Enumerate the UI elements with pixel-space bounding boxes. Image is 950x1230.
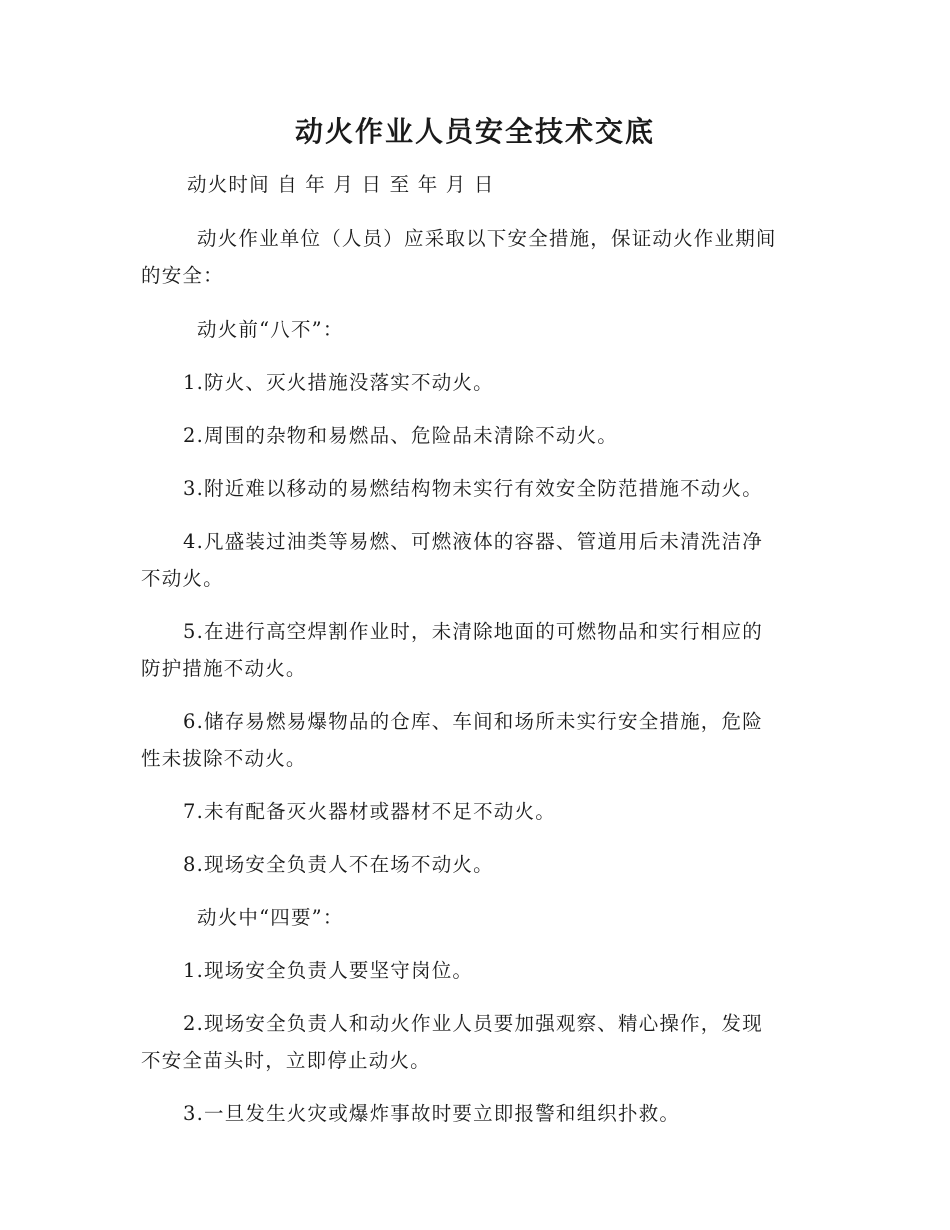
list-item-line-1: 3.附近难以移动的易燃结构物未实行有效安全防范措施不动火。 xyxy=(183,477,763,500)
intro-line-2: 的安全： xyxy=(141,264,224,287)
list-item xyxy=(141,846,809,883)
fire-time-line: 动火时间 自 年 月 日 至 年 月 日 xyxy=(187,173,495,196)
list-item-line-1: 2.现场安全负责人和动火作业人员要加强观察、精心操作，发现 xyxy=(183,1012,763,1035)
list-item-line-2: 不动火。 xyxy=(141,567,224,590)
before-heading: 动火前“八不”： xyxy=(197,318,344,341)
list-item xyxy=(141,703,809,777)
intro-paragraph xyxy=(141,220,809,294)
list-item-line-1: 7.未有配备灭火器材或器材不足不动火。 xyxy=(183,800,556,823)
list-item xyxy=(141,1095,809,1132)
list-item xyxy=(141,364,809,401)
list-item xyxy=(141,1005,809,1079)
list-item-line-1: 8.现场安全负责人不在场不动火。 xyxy=(183,853,494,876)
list-item-line-1: 6.储存易燃易爆物品的仓库、车间和场所未实行安全措施，危险 xyxy=(183,710,763,733)
list-item xyxy=(141,613,809,687)
list-item xyxy=(141,470,809,507)
during-heading: 动火中“四要”： xyxy=(197,906,344,929)
intro-line-1: 动火作业单位（人员）应采取以下安全措施，保证动火作业期间 xyxy=(197,227,777,250)
list-item-line-2: 不安全苗头时，立即停止动火。 xyxy=(141,1049,431,1072)
list-item-line-1: 3.一旦发生火灾或爆炸事故时要立即报警和组织扑救。 xyxy=(183,1102,681,1125)
list-item-line-2: 性未拔除不动火。 xyxy=(141,747,307,770)
list-item-line-1: 4.凡盛装过油类等易燃、可燃液体的容器、管道用后未清洗洁净 xyxy=(183,530,763,553)
list-item-line-1: 2.周围的杂物和易燃品、危险品未清除不动火。 xyxy=(183,424,619,447)
document-body xyxy=(141,166,809,1132)
list-item xyxy=(141,952,809,989)
list-item-line-1: 1.现场安全负责人要坚守岗位。 xyxy=(183,959,474,982)
before-items-list xyxy=(141,364,809,883)
list-item-line-1: 5.在进行高空焊割作业时，未清除地面的可燃物品和实行相应的 xyxy=(183,620,763,643)
list-item xyxy=(141,793,809,830)
during-items-list xyxy=(141,952,809,1132)
list-item xyxy=(141,417,809,454)
document-title: 动火作业人员安全技术交底 xyxy=(294,115,655,148)
list-item xyxy=(141,523,809,597)
list-item-line-1: 1.防火、灭火措施没落实不动火。 xyxy=(183,371,494,394)
list-item-line-2: 防护措施不动火。 xyxy=(141,657,307,680)
